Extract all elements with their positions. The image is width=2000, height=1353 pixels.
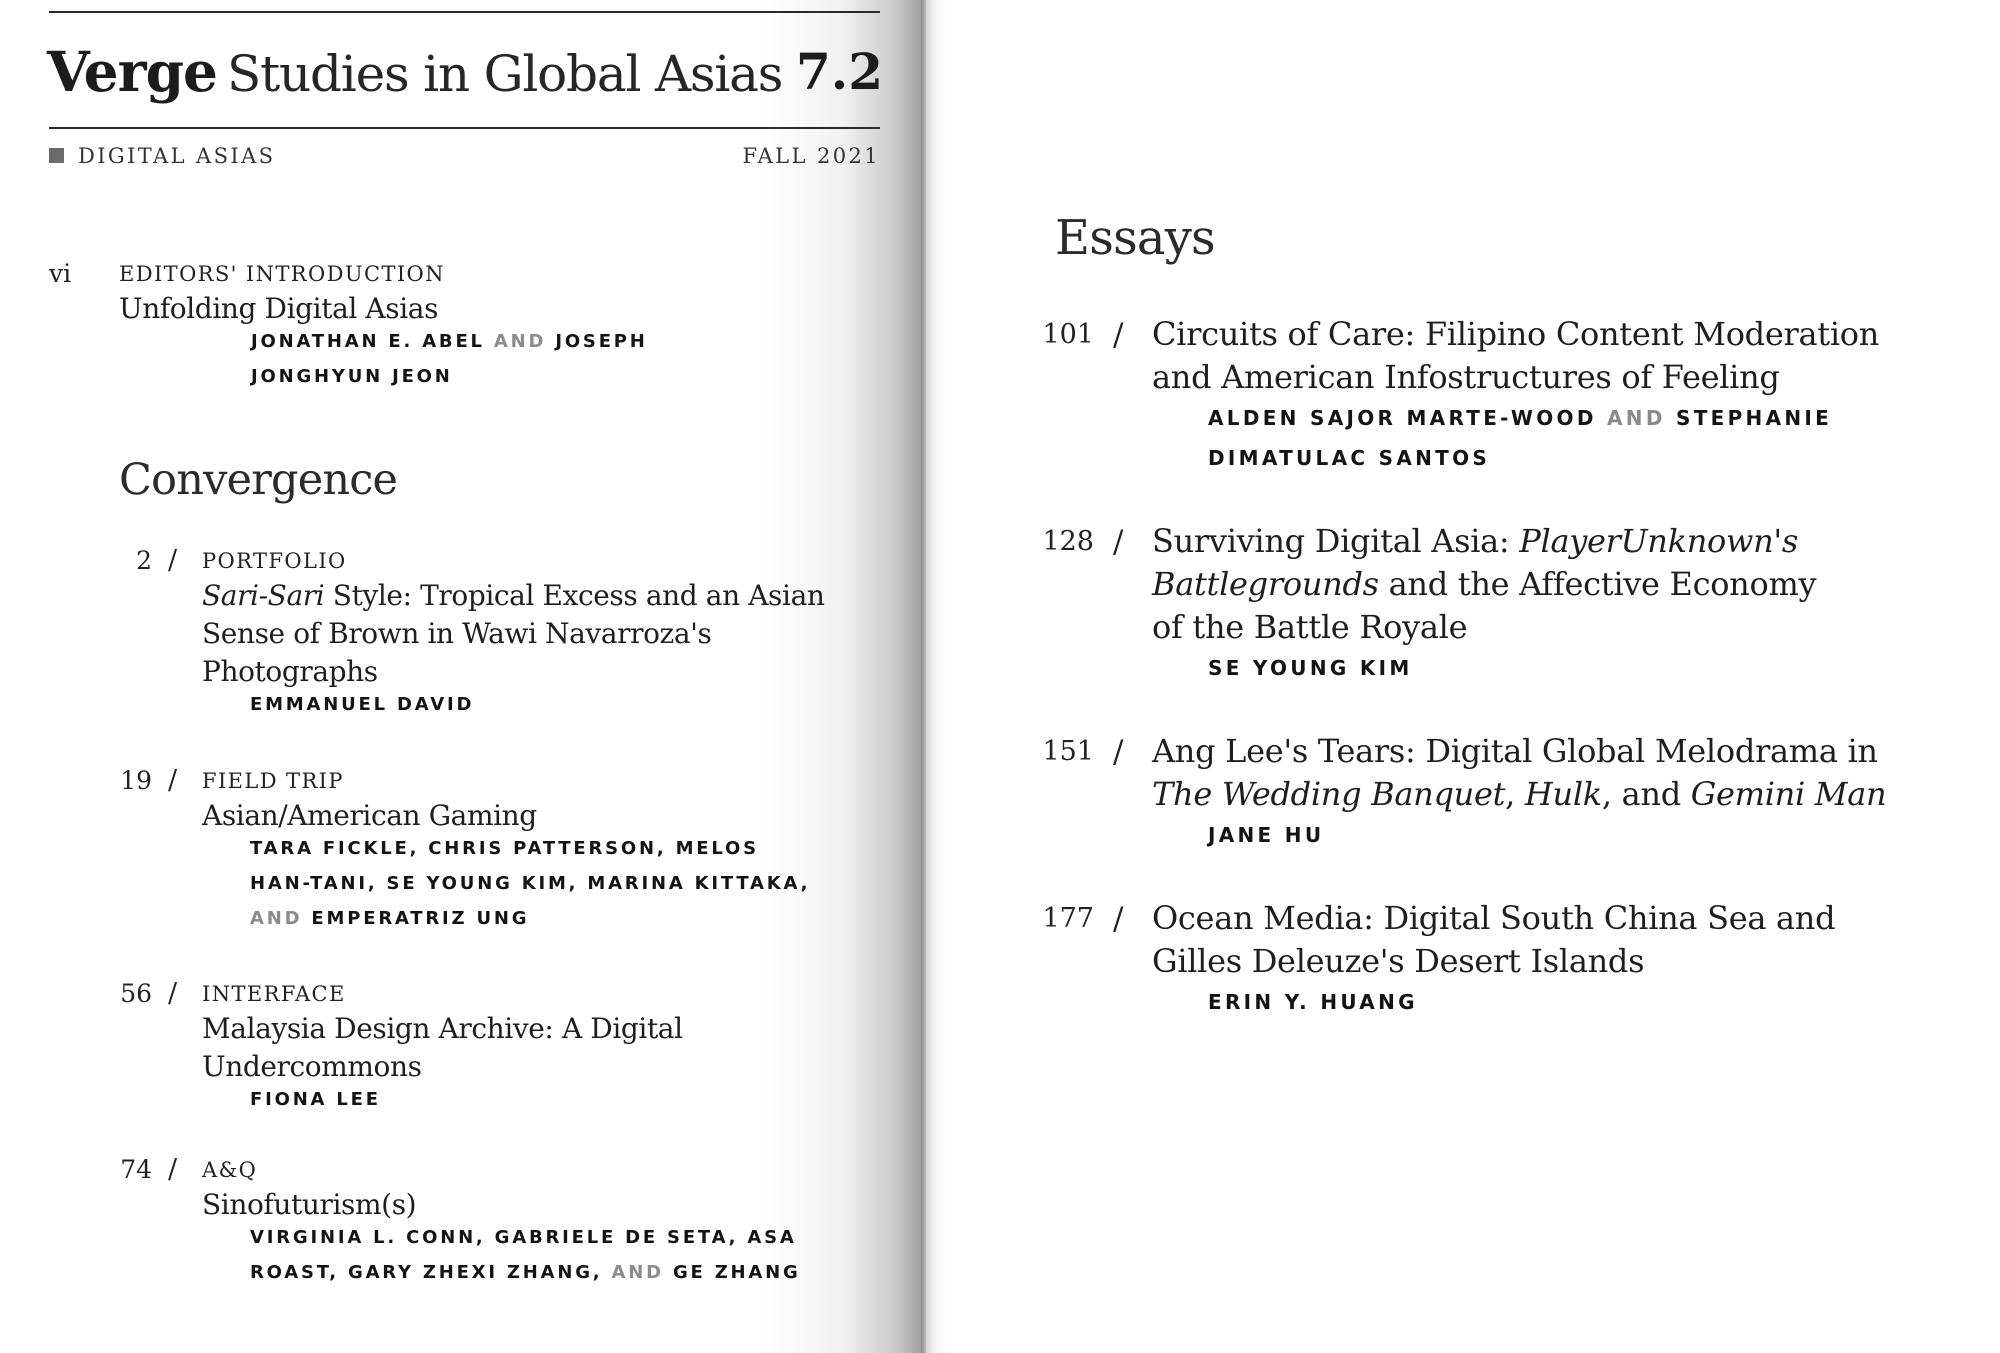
slash-separator: / <box>1113 317 1124 353</box>
entry-authors: JANE HU <box>1208 823 1325 847</box>
entry-authors: FIONA LEE <box>250 1089 381 1110</box>
entry-title: Malaysia Design Archive: A Digital Undercommons <box>202 1012 683 1083</box>
masthead-top-rule <box>49 11 880 13</box>
entry-title: Asian/American Gaming <box>202 799 537 832</box>
slash-separator: / <box>168 545 178 576</box>
entry-title: Sinofuturism(s) <box>202 1188 417 1221</box>
issue-season: FALL 2021 <box>742 144 880 168</box>
entry-title: Ang Lee's Tears: Digital Global Melodrama in The Wedding Banquet, Hulk, and Gemini Man <box>1152 732 1887 813</box>
slash-separator: / <box>1113 734 1124 770</box>
journal-subtitle: Studies in Global Asias <box>227 45 783 103</box>
page-number: 151 <box>1042 736 1094 767</box>
page-number: 74 <box>120 1155 152 1184</box>
page-number: 128 <box>1042 526 1094 557</box>
entry-authors: ALDEN SAJOR MARTE-WOOD AND STEPHANIE DIMATULAC SANTOS <box>1208 406 1833 470</box>
entry-title: Ocean Media: Digital South China Sea and Gilles Deleuze's Desert Islands <box>1152 899 1836 980</box>
entry-title: Unfolding Digital Asias <box>119 292 439 325</box>
entry-kind: PORTFOLIO <box>202 549 347 573</box>
square-bullet-icon <box>49 148 64 163</box>
page-number: 19 <box>120 766 152 795</box>
slash-separator: / <box>168 978 178 1009</box>
slash-separator: / <box>1113 524 1124 560</box>
entry-kind: A&Q <box>202 1158 258 1182</box>
entry-kind: EDITORS' INTRODUCTION <box>119 262 445 286</box>
journal-issue: 7.2 <box>796 42 883 101</box>
entry-authors: VIRGINIA L. CONN, GABRIELE DE SETA, ASA ROAST, GARY ZHEXI ZHANG, AND GE ZHANG <box>250 1227 801 1283</box>
page-number: vi <box>49 259 72 288</box>
entry-title: Circuits of Care: Filipino Content Moderation and American Infostructures of Feeling <box>1152 315 1880 396</box>
page-number: 101 <box>1042 319 1094 350</box>
page-number: 2 <box>136 546 152 575</box>
masthead <box>47 22 883 136</box>
slash-separator: / <box>168 1154 178 1185</box>
slash-separator: / <box>168 765 178 796</box>
entry-kind: INTERFACE <box>202 982 346 1006</box>
entry-title: Surviving Digital Asia: PlayerUnknown's Battlegrounds and the Affective Economy of the Battle Royale <box>1152 522 1817 646</box>
slash-separator: / <box>1113 901 1124 937</box>
entry-authors: ERIN Y. HUANG <box>1208 990 1418 1014</box>
journal-name: Verge <box>47 39 218 104</box>
masthead-bottom-rule <box>49 127 880 129</box>
entry-authors: EMMANUEL DAVID <box>250 694 475 715</box>
section-heading-convergence: Convergence <box>119 455 398 505</box>
entry-title: Sari-Sari Style: Tropical Excess and an Asian Sense of Brown in Wawi Navarroza's Photographs <box>202 579 825 688</box>
issue-theme: DIGITAL ASIAS <box>78 144 276 168</box>
section-heading-essays: Essays <box>1055 210 1215 266</box>
entry-kind: FIELD TRIP <box>202 769 344 793</box>
page-number: 177 <box>1042 903 1094 934</box>
entry-authors: SE YOUNG KIM <box>1208 656 1413 680</box>
entry-authors: JONATHAN E. ABEL AND JOSEPH JONGHYUN JEON <box>251 331 648 387</box>
page-number: 56 <box>120 979 152 1008</box>
issue-subhead <box>49 143 880 169</box>
book-gutter <box>921 0 926 1353</box>
entry-authors: TARA FICKLE, CHRIS PATTERSON, MELOS HAN-TANI, SE YOUNG KIM, MARINA KITTAKA, AND EMPERATRIZ UNG <box>250 838 811 929</box>
